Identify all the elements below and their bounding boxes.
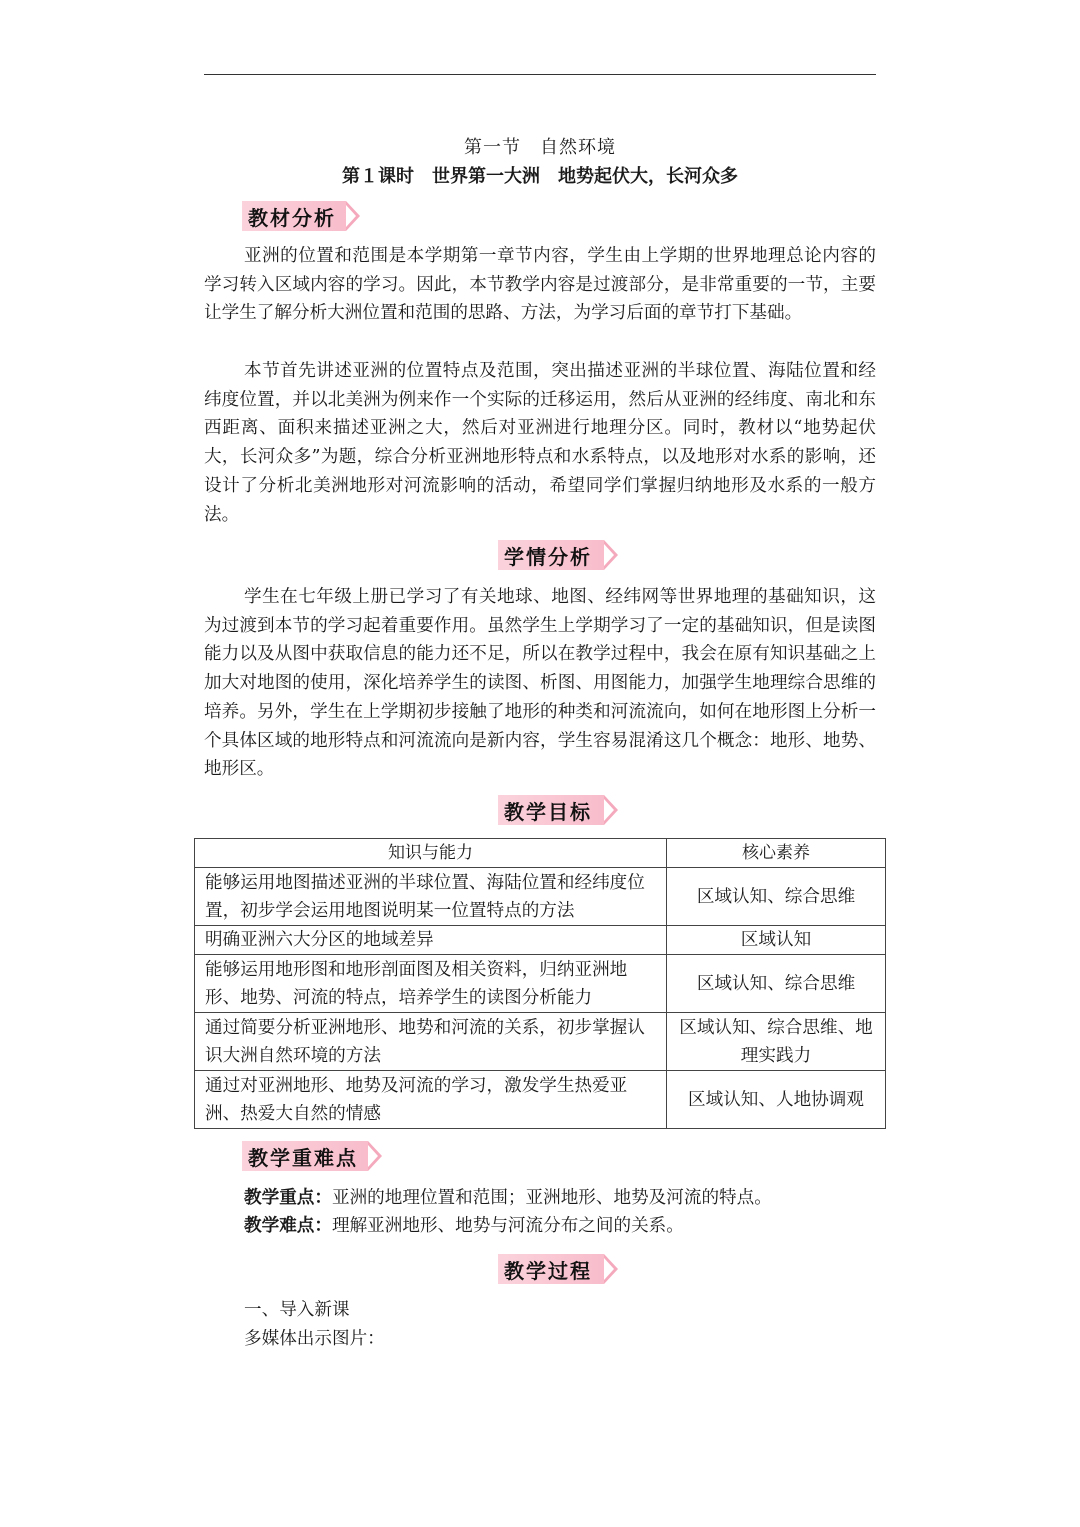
header-rule bbox=[204, 74, 876, 75]
table-cell-knowledge: 能够运用地形图和地形剖面图及相关资料，归纳亚洲地形、地势、河流的特点，培养学生的读图分析能力 bbox=[195, 955, 667, 1013]
table-cell-knowledge: 通过对亚洲地形、地势及河流的学习，激发学生热爱亚洲、热爱大自然的情感 bbox=[195, 1071, 667, 1129]
heading-key-difficult bbox=[242, 1141, 384, 1171]
section-title: 第一节 自然环境 bbox=[464, 137, 616, 158]
difficult-point-line bbox=[244, 1212, 684, 1240]
difficult-point-text: 理解亚洲地形、地势与河流分布之间的关系。 bbox=[331, 1216, 684, 1236]
difficult-point-label: 教学难点： bbox=[244, 1216, 332, 1236]
heading-process bbox=[498, 1254, 620, 1284]
table-cell-knowledge: 通过简要分析亚洲地形、地势和河流的关系，初步掌握认识大洲自然环境的方法 bbox=[195, 1013, 667, 1071]
textbook-analysis-paragraph-2: 本节首先讲述亚洲的位置特点及范围，突出描述亚洲的半球位置、海陆位置和经纬度位置，并以北美洲为例来作一个实际的迁移运用，然后从亚洲的经纬度、南北和东西距离、面积来描述亚洲之大，然后对亚洲进行地理分区。同时，教材以“地势起伏大，长河众多”为题，综合分析亚洲地形特点和水系特点，以及地形对水系的影响，还设计了分析北美洲地形对河流影响的活动，希望同学们掌握归纳地形及水系的一般方法。 bbox=[204, 361, 876, 525]
key-point-label: 教学重点： bbox=[244, 1188, 332, 1208]
lesson-title: 第１课时 世界第一大洲 地势起伏大，长河众多 bbox=[342, 166, 738, 187]
heading-key-difficult-label: 教学重难点 bbox=[248, 1146, 358, 1170]
heading-process-label: 教学过程 bbox=[504, 1259, 592, 1283]
table-cell-core: 区域认知、综合思维 bbox=[667, 868, 886, 926]
table-row bbox=[195, 1013, 886, 1071]
heading-textbook-analysis-label: 教材分析 bbox=[248, 206, 336, 230]
table-cell-core: 区域认知、综合思维、地理实践力 bbox=[667, 1013, 886, 1071]
key-point-text: 亚洲的地理位置和范围；亚洲地形、地势及河流的特点。 bbox=[331, 1188, 772, 1208]
table-row bbox=[195, 926, 886, 955]
heading-student-analysis bbox=[498, 540, 620, 570]
process-step-1-text: 多媒体出示图片： bbox=[244, 1329, 385, 1349]
table-row bbox=[195, 1071, 886, 1129]
table-header-knowledge: 知识与能力 bbox=[195, 839, 667, 868]
key-point-line bbox=[244, 1184, 772, 1212]
table-cell-knowledge: 明确亚洲六大分区的地域差异 bbox=[195, 926, 667, 955]
table-header-core: 核心素养 bbox=[667, 839, 886, 868]
table-row bbox=[195, 955, 886, 1013]
heading-textbook-analysis bbox=[242, 201, 362, 231]
table-cell-core: 区域认知、综合思维 bbox=[667, 955, 886, 1013]
heading-teaching-goals-label: 教学目标 bbox=[504, 800, 592, 824]
table-header-row bbox=[195, 839, 886, 868]
table-cell-core: 区域认知、人地协调观 bbox=[667, 1071, 886, 1129]
student-analysis-paragraph: 学生在七年级上册已学习了有关地球、地图、经纬网等世界地理的基础知识，这为过渡到本节的学习起着重要作用。虽然学生上学期学习了一定的基础知识，但是读图能力以及从图中获取信息的能力还不足，所以在教学过程中，我会在原有知识基础之上加大对地图的使用，深化培养学生的读图、析图、用图能力，加强学生地理综合思维的培养。另外，学生在上学期初步接触了地形的种类和河流流向，如何在地形图上分析一个具体区域的地形特点和河流流向是新内容，学生容易混淆这几个概念：地形、地势、地形区。 bbox=[204, 587, 876, 780]
table-cell-core: 区域认知 bbox=[667, 926, 886, 955]
teaching-goals-table bbox=[194, 838, 886, 1129]
table-cell-knowledge: 能够运用地图描述亚洲的半球位置、海陆位置和经纬度位置，初步学会运用地图说明某一位置特点的方法 bbox=[195, 868, 667, 926]
table-row bbox=[195, 868, 886, 926]
process-step-1: 一、导入新课 bbox=[244, 1300, 350, 1320]
heading-teaching-goals bbox=[498, 795, 620, 825]
heading-student-analysis-label: 学情分析 bbox=[504, 545, 592, 569]
textbook-analysis-paragraph-1: 亚洲的位置和范围是本学期第一章节内容，学生由上学期的世界地理总论内容的学习转入区域内容的学习。因此，本节教学内容是过渡部分，是非常重要的一节，主要让学生了解分析大洲位置和范围的思路、方法，为学习后面的章节打下基础。 bbox=[204, 246, 876, 324]
